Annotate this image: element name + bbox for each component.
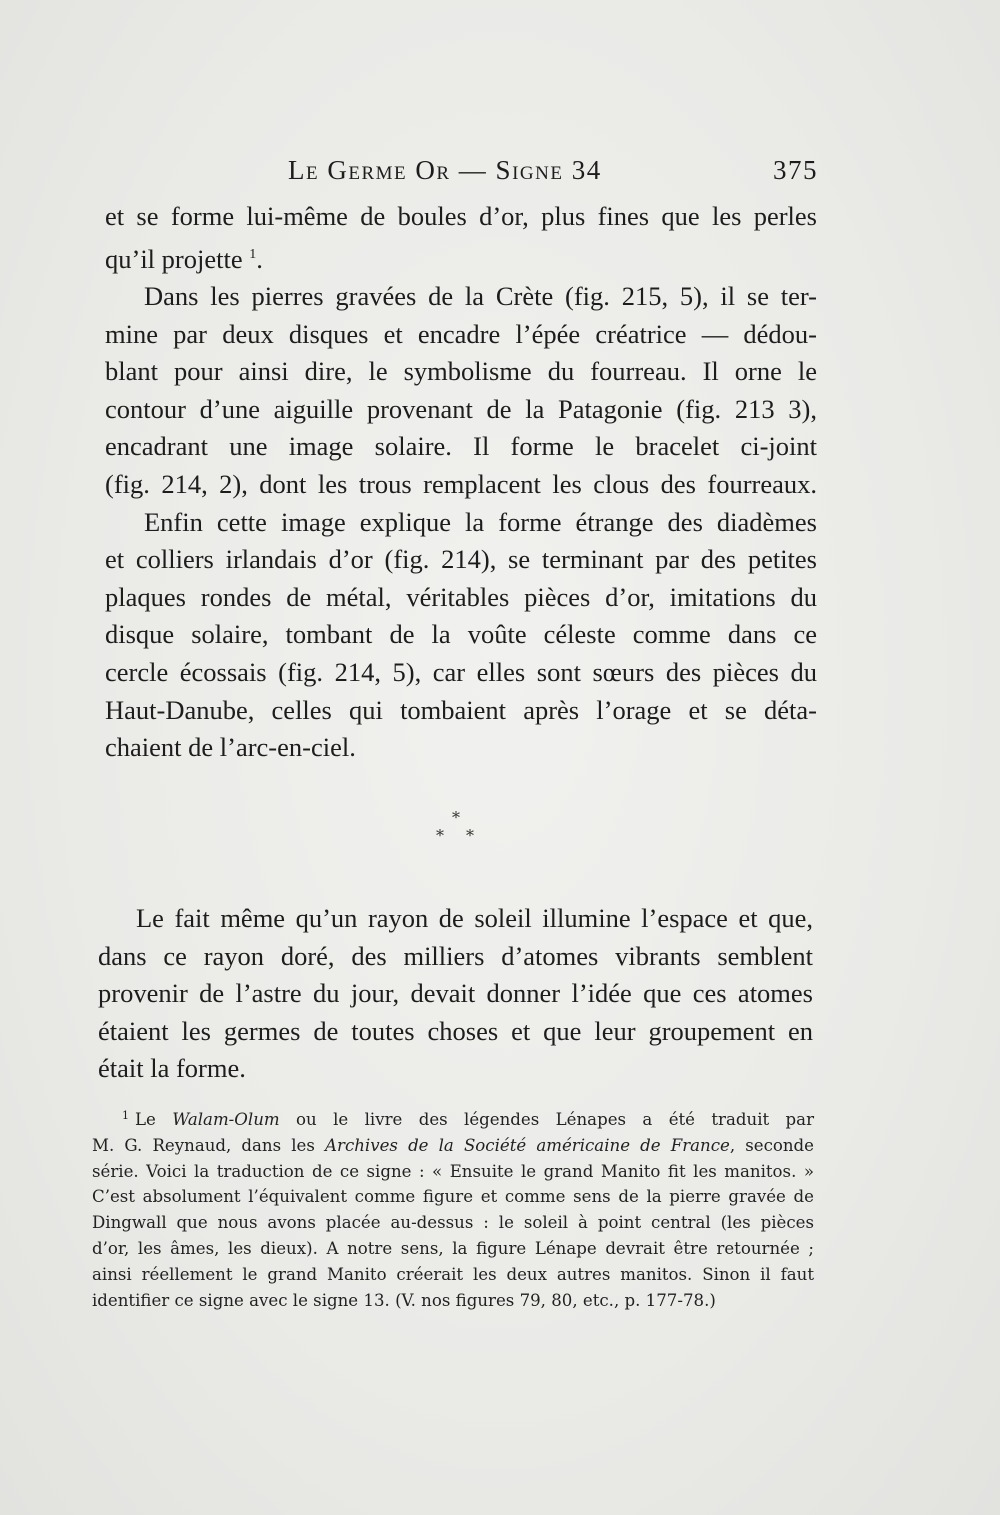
text-line: mine par deux disques et encadre l’épée créatrice — dédou-: [105, 318, 817, 349]
text-line: Dans les pierres gravées de la Crète (fig. 215, 5), il se ter-: [144, 281, 817, 312]
main-text: [105, 198, 817, 767]
text-fragment: , seconde: [729, 1135, 814, 1155]
asterism-star: *: [466, 826, 474, 845]
running-title: Le Germe Or — Signe 34: [288, 155, 602, 185]
text-line: était la forme.: [98, 1053, 246, 1084]
text-line: Haut-Danube, celles qui tombaient après l’orage et se déta-: [105, 694, 817, 725]
asterism-star: *: [436, 826, 444, 845]
text-line: (fig. 214, 2), dont les trous remplacent les clous des fourreaux.: [105, 468, 817, 499]
footnote-line: ainsi réellement le grand Manito créerait les deux autres manitos. Sinon il faut: [92, 1264, 814, 1284]
work-title: Walam-Olum: [172, 1110, 280, 1129]
footnote-line: d’or, les âmes, les dieux). A notre sens, la figure Lénape devrait être retournée ;: [92, 1238, 814, 1258]
running-header: [288, 155, 818, 191]
footnote-line: série. Voici la traduction de ce signe : « Ensuite le grand Manito fit les manitos. »: [92, 1161, 814, 1181]
text-fragment: Le: [135, 1110, 156, 1129]
text-fragment: M. G. Reynaud, dans les: [92, 1135, 315, 1155]
text-line: et se forme lui-même de boules d’or, plus fines que les perles: [105, 201, 817, 231]
footnote-line: C’est absolument l’équivalent comme figure et comme sens de la pierre gravée de: [92, 1187, 814, 1207]
footnote-reference: 1: [249, 246, 257, 262]
text-line: plaques rondes de métal, véritables pièces d’or, imitations du: [105, 581, 817, 612]
asterism-star: *: [452, 808, 460, 827]
text-line: contour d’une aiguille provenant de la Patagonie (fig. 213 3),: [105, 393, 817, 424]
footnote-line: [92, 1103, 814, 1133]
footnote-marker: 1: [122, 1109, 129, 1122]
text-fragment: qu’il projette: [105, 243, 243, 274]
paragraph-atoms: [98, 900, 813, 1088]
footnote-line: identifier ce signe avec le signe 13. (V. nos figures 79, 80, etc., p. 177-78.): [92, 1290, 716, 1310]
text-line: blant pour ainsi dire, le symbolisme du fourreau. Il orne le: [105, 356, 817, 387]
text-line: dans ce rayon doré, des milliers d’atomes vibrants semblent: [98, 940, 813, 971]
text-line: chaient de l’arc-en-ciel.: [105, 732, 356, 763]
text-line: et colliers irlandais d’or (fig. 214), se terminant par des petites: [105, 544, 817, 575]
footnote-line: Dingwall que nous avons placée au-dessus : le soleil à point central (les pièces: [92, 1213, 814, 1233]
text-line: Enfin cette image explique la forme étrange des diadèmes: [144, 506, 817, 537]
text-fragment: .: [256, 243, 263, 274]
text-fragment: ou le livre des légendes Lénapes a été traduit par: [296, 1110, 814, 1129]
text-line: disque solaire, tombant de la voûte céleste comme dans ce: [105, 619, 817, 650]
text-line: encadrant une image solaire. Il forme le bracelet ci-joint: [105, 431, 817, 462]
asterism-separator: [428, 808, 488, 848]
footnote: [92, 1103, 814, 1313]
text-line: étaient les germes de toutes choses et que leur groupement en: [98, 1015, 813, 1046]
footnote-line: [92, 1133, 814, 1159]
text-line: [105, 236, 817, 278]
page-number: 375: [773, 155, 818, 185]
text-line: provenir de l’astre du jour, devait donner l’idée que ces atomes: [98, 978, 813, 1009]
text-line: Le fait même qu’un rayon de soleil illumine l’espace et que,: [136, 903, 813, 933]
text-line: cercle écossais (fig. 214, 5), car elles sont sœurs des pièces du: [105, 656, 817, 687]
journal-title: Archives de la Société américaine de France: [325, 1135, 730, 1155]
